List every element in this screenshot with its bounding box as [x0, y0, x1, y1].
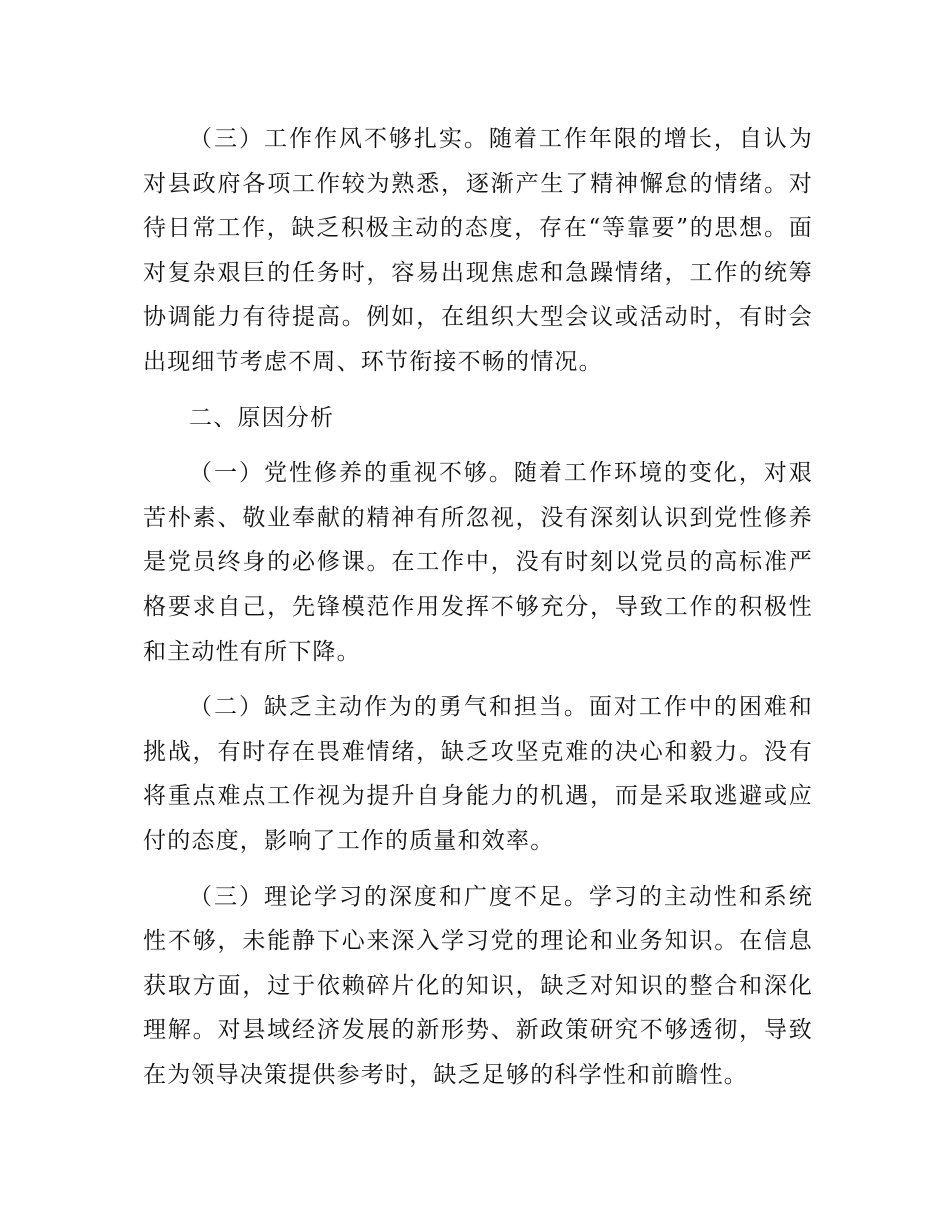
section-heading-cause-analysis: 二、原因分析 — [189, 404, 335, 431]
document-body — [143, 117, 813, 1108]
paragraph-theory-study: （三）理论学习的深度和广度不足。学习的主动性和系统性不够，未能静下心来深入学习党的理论和业务知识。在信息获取方面，过于依赖碎片化的知识，缺乏对知识的整合和深化理解。对县域经济发展的新形势、新政策研究不够透彻，导致在为领导决策提供参考时，缺乏足够的科学性和前瞻性。 — [143, 883, 813, 1088]
paragraph-initiative-courage: （二）缺乏主动作为的勇气和担当。面对工作中的困难和挑战，有时存在畏难情绪，缺乏攻坚克难的决心和毅力。没有将重点难点工作视为提升自身能力的机遇，而是采取逃避或应付的态度，影响了工作的质量和效率。 — [143, 694, 813, 854]
paragraph-work-style: （三）工作作风不够扎实。随着工作年限的增长，自认为对县政府各项工作较为熟悉，逐渐产生了精神懈怠的情绪。对待日常工作，缺乏积极主动的态度，存在“等靠要”的思想。面对复杂艰巨的任务时，容易出现焦虑和急躁情绪，工作的统筹协调能力有待提高。例如，在组织大型会议或活动时，有时会出现细节考虑不周、环节衔接不畅的情况。 — [143, 126, 813, 375]
paragraph-party-cultivation: （一）党性修养的重视不够。随着工作环境的变化，对艰苦朴素、敬业奉献的精神有所忽视，没有深刻认识到党性修养是党员终身的必修课。在工作中，没有时刻以党员的高标准严格要求自己，先锋模范作用发挥不够充分，导致工作的积极性和主动性有所下降。 — [143, 460, 813, 665]
